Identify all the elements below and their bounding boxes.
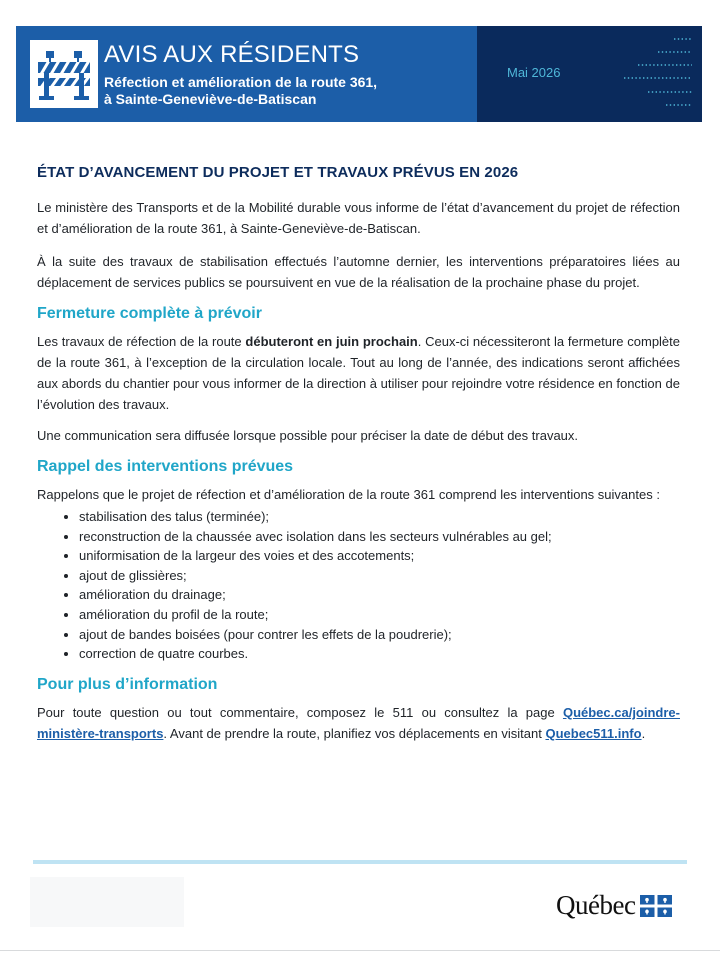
list-item: • ajout de bandes boisées (pour contrer les effets de la poudrerie); xyxy=(79,625,680,645)
notice-date: Mai 2026 xyxy=(507,65,561,80)
intro-paragraph-2: À la suite des travaux de stabilisation effectués l’automne dernier, les interventions préparatoires liées au déplacement de services publics se poursuivent en vue de la réalisation de la prochaine phase du projet. xyxy=(37,254,680,290)
list-item: • uniformisation de la largeur des voies et des accotements; xyxy=(79,546,680,566)
info-text-continued: . Avant de prendre la route, planifiez vos déplacements en visitant xyxy=(163,725,546,741)
fleur-de-lis-flag-icon xyxy=(640,895,672,917)
notice-title: AVIS AUX RÉSIDENTS xyxy=(104,41,360,68)
info-text-end: . xyxy=(641,725,646,741)
quebec-logo xyxy=(556,890,672,921)
closure-heading: Fermeture complète à prévoir xyxy=(37,305,262,322)
closure-start-date: débuteront en juin prochain xyxy=(245,334,418,349)
page-bottom-border xyxy=(0,950,720,951)
footer-placeholder-box xyxy=(30,877,184,927)
list-item: • correction de quatre courbes. xyxy=(79,644,680,664)
closure-text-continued: . Ceux-ci nécessiteront la fermeture complète de la route 361, à l’exception de la circulation locale. Tout au long de l’année, des indications seront affichées aux abords du chantier pour vous informer de la direction à utiliser pour rejoindre votre résidence en fonction de l’évolution des travaux. xyxy=(37,334,681,412)
closure-section xyxy=(37,305,680,446)
list-item: • ajout de glissières; xyxy=(79,566,680,586)
list-item: • amélioration du drainage; xyxy=(79,585,680,605)
closure-paragraph-1 xyxy=(37,331,680,415)
info-paragraph xyxy=(37,702,680,744)
info-text: Pour toute question ou tout commentaire, composez le 511 ou consultez la page xyxy=(37,704,563,720)
footer-divider xyxy=(33,860,687,864)
road-barrier-icon xyxy=(30,40,98,108)
header-banner xyxy=(16,26,702,122)
quebec511-link[interactable]: Quebec511.info xyxy=(545,725,642,741)
main-heading: ÉTAT D’AVANCEMENT DU PROJET ET TRAVAUX PRÉVUS EN 2026 xyxy=(37,164,519,181)
list-item: • stabilisation des talus (terminée); xyxy=(79,507,680,527)
list-item: • reconstruction de la chaussée avec isolation dans les secteurs vulnérables au gel; xyxy=(79,527,680,547)
intro-paragraph-1: Le ministère des Transports et de la Mobilité durable vous informe de l’état d’avancement du projet de réfection et d’amélioration de la route 361, à Sainte-Geneviève-de-Batiscan. xyxy=(37,200,680,236)
interventions-section xyxy=(37,458,680,664)
list-item: • amélioration du profil de la route; xyxy=(79,605,680,625)
contact-ministry-link[interactable]: Québec.ca/joindre-ministère-transports xyxy=(37,704,680,741)
interventions-intro: Rappelons que le projet de réfection et d’amélioration de la route 361 comprend les interventions suivantes : xyxy=(37,487,660,502)
quebec-wordmark: Québec xyxy=(556,890,636,920)
notice-body xyxy=(37,164,680,754)
closure-text: Les travaux de réfection de la route xyxy=(37,334,246,349)
dot-pattern-decoration xyxy=(592,26,702,122)
info-heading: Pour plus d’information xyxy=(37,675,218,693)
notice-subtitle-line-2: à Sainte-Geneviève-de-Batiscan xyxy=(104,91,317,107)
notice-subtitle xyxy=(104,74,474,108)
closure-paragraph-2: Une communication sera diffusée lorsque possible pour préciser la date de début des travaux. xyxy=(37,428,579,443)
notice-subtitle-line-1: Réfection et amélioration de la route 361, xyxy=(104,74,378,90)
interventions-heading: Rappel des interventions prévues xyxy=(37,458,294,475)
info-section xyxy=(37,676,680,744)
interventions-list xyxy=(37,507,680,664)
